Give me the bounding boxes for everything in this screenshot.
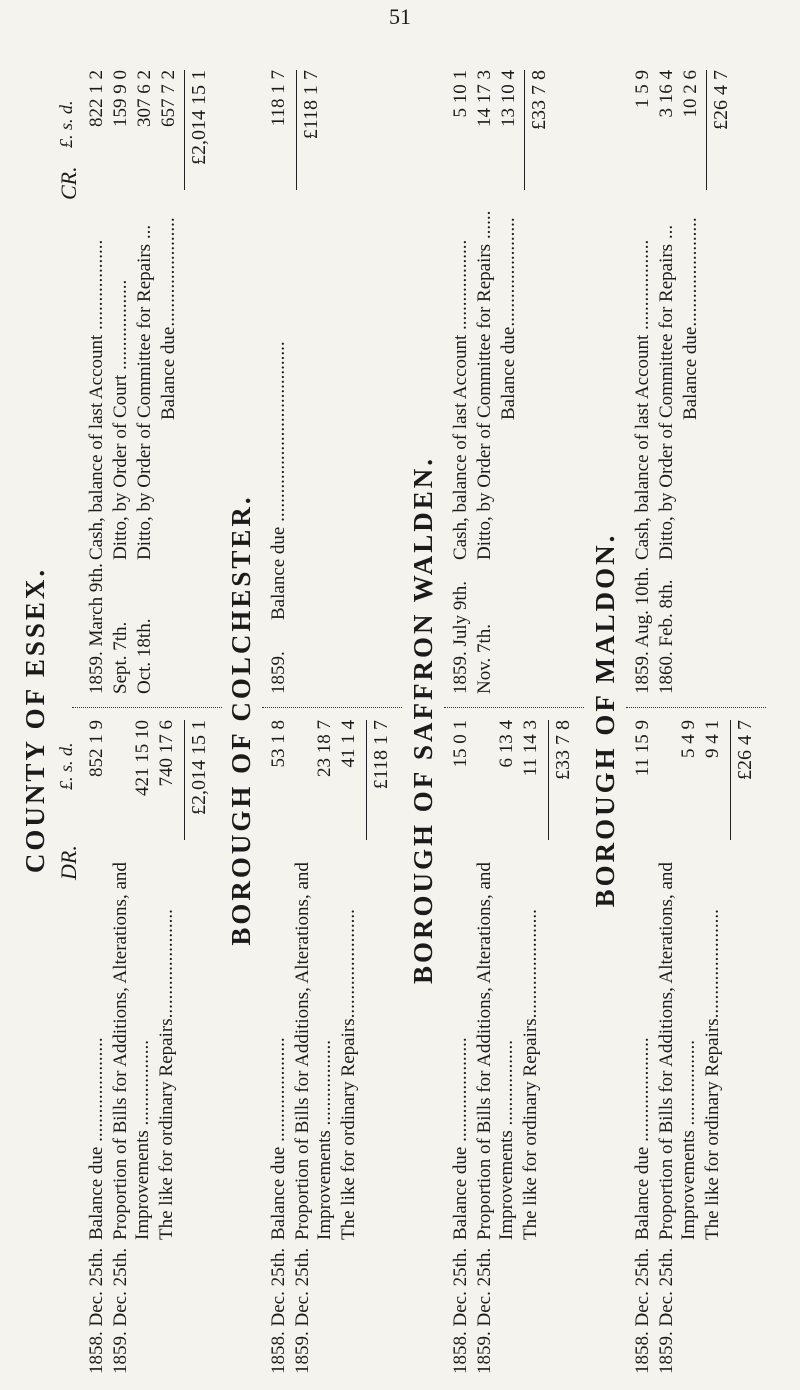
colchester-divider bbox=[262, 707, 402, 708]
saffron-walden-divider bbox=[444, 707, 584, 708]
colchester-cr-total: £118 1 7 bbox=[300, 70, 322, 140]
saffron-walden-dr-total-rule bbox=[548, 720, 549, 840]
saffron-walden-cr-total: £33 7 8 bbox=[528, 70, 550, 130]
saffron-walden-dr-text-1: Proportion of Bills for Additions, Alterations, and Improvements .................. bbox=[474, 862, 517, 1240]
county-cr-date-1: Sept. 7th. bbox=[110, 621, 131, 694]
saffron-walden-cr-date-1: Nov. 7th. bbox=[474, 623, 495, 694]
colchester-dr-amount-1: 23 18 7 bbox=[314, 720, 335, 777]
county-dr-amount-2: 740 17 6 bbox=[156, 720, 177, 787]
colchester-dr-total: £118 1 7 bbox=[370, 720, 392, 790]
maldon-cr-amount-0: 1 5 9 bbox=[632, 70, 653, 108]
dr-lsd-heading: £. s. d. bbox=[56, 742, 76, 790]
saffron-walden-dr-amount-0: 15 0 1 bbox=[450, 720, 471, 768]
county-dr-date-0: 1858. Dec. 25th. bbox=[86, 1247, 107, 1374]
colchester-dr-text-0: Balance due ...................... bbox=[268, 1037, 289, 1240]
maldon-dr-date-1: 1859. Dec. 25th. bbox=[656, 1247, 677, 1374]
county-dr-date-1: 1859. Dec. 25th. bbox=[110, 1247, 131, 1374]
saffron-walden-cr-date-0: 1859. July 9th. bbox=[450, 581, 471, 694]
maldon-cr-text-1: Ditto, by Order of Committee for Repairs ... bbox=[656, 224, 677, 560]
colchester-cr-total-rule bbox=[296, 70, 297, 190]
maldon-dr-amount-0: 11 15 9 bbox=[632, 720, 653, 777]
maldon-cr-date-0: 1859. Aug. 10th. bbox=[632, 566, 653, 694]
county-cr-amount-2: 307 6 2 bbox=[134, 70, 155, 127]
saffron-walden-title: BOROUGH OF SAFFRON WALDEN. bbox=[408, 455, 438, 985]
maldon-dr-text-1: Proportion of Bills for Additions, Alterations, and Improvements .................. bbox=[656, 862, 699, 1240]
saffron-walden-cr-amount-1: 14 17 3 bbox=[474, 70, 495, 127]
maldon-title: BOROUGH OF MALDON. bbox=[590, 532, 620, 908]
county-cr-date-0: 1859. March 9th. bbox=[86, 563, 107, 694]
maldon-dr-total: £26 4 7 bbox=[734, 720, 756, 780]
maldon-dr-amount-2: 9 4 1 bbox=[702, 720, 723, 758]
colchester-dr-text-1: Proportion of Bills for Additions, Alterations, and Improvements .................. bbox=[292, 862, 335, 1240]
saffron-walden-dr-total: £33 7 8 bbox=[552, 720, 574, 780]
saffron-walden-cr-total-rule bbox=[524, 70, 525, 190]
county-cr-date-2: Oct. 18th. bbox=[134, 618, 155, 694]
maldon-divider bbox=[626, 707, 766, 708]
maldon-dr-date-0: 1858. Dec. 25th. bbox=[632, 1247, 653, 1374]
maldon-cr-text-2: Balance due....................... bbox=[680, 217, 701, 420]
colchester-dr-amount-2: 41 1 4 bbox=[338, 720, 359, 768]
saffron-walden-cr-amount-0: 5 10 1 bbox=[450, 70, 471, 118]
county-dr-total-rule bbox=[184, 720, 185, 840]
cr-label: CR. bbox=[56, 166, 81, 200]
county-dr-text-1: Proportion of Bills for Additions, Alterations, and Improvements .................. bbox=[110, 862, 153, 1240]
saffron-walden-dr-amount-2: 11 14 3 bbox=[520, 720, 541, 777]
colchester-dr-text-2: The like for ordinary Repairs....................... bbox=[338, 909, 359, 1240]
saffron-walden-cr-text-1: Ditto, by Order of Committee for Repairs ...... bbox=[474, 210, 495, 560]
maldon-cr-amount-1: 3 16 4 bbox=[656, 70, 677, 118]
maldon-cr-text-0: Cash, balance of last Account ................... bbox=[632, 239, 653, 560]
county-cr-total: £2,014 15 1 bbox=[188, 70, 210, 165]
colchester-title: BOROUGH OF COLCHESTER. bbox=[226, 494, 256, 946]
saffron-walden-dr-amount-1: 6 13 4 bbox=[496, 720, 517, 768]
colchester-cr-date-0: 1859. bbox=[268, 651, 289, 694]
maldon-cr-total-rule bbox=[706, 70, 707, 190]
maldon-cr-total: £26 4 7 bbox=[710, 70, 732, 130]
county-cr-text-3: Balance due....................... bbox=[158, 217, 179, 420]
rotated-ledger bbox=[12, 60, 792, 1380]
county-dr-amount-0: 852 1 9 bbox=[86, 720, 107, 777]
maldon-cr-amount-2: 10 2 6 bbox=[680, 70, 701, 118]
saffron-walden-dr-date-0: 1858. Dec. 25th. bbox=[450, 1247, 471, 1374]
county-dr-text-0: Balance due ...................... bbox=[86, 1037, 107, 1240]
dr-label: DR. bbox=[56, 845, 81, 880]
county-divider bbox=[72, 707, 222, 708]
saffron-walden-cr-text-0: Cash, balance of last Account ................... bbox=[450, 239, 471, 560]
saffron-walden-cr-text-2: Balance due....................... bbox=[498, 217, 519, 420]
county-dr-total: £2,014 15 1 bbox=[188, 720, 210, 815]
county-cr-total-rule bbox=[184, 70, 185, 190]
cr-lsd-heading: £. s. d. bbox=[56, 100, 76, 148]
saffron-walden-dr-text-0: Balance due ...................... bbox=[450, 1037, 471, 1240]
county-dr-amount-1: 421 15 10 bbox=[132, 720, 153, 796]
colchester-cr-amount-0: 118 1 7 bbox=[268, 70, 289, 127]
county-cr-text-1: Ditto, by Order of Court ................... bbox=[110, 279, 131, 560]
saffron-walden-dr-date-1: 1859. Dec. 25th. bbox=[474, 1247, 495, 1374]
county-cr-amount-3: 657 7 2 bbox=[158, 70, 179, 127]
saffron-walden-dr-text-2: The like for ordinary Repairs....................... bbox=[520, 909, 541, 1240]
county-cr-text-0: Cash, balance of last Account ................... bbox=[86, 239, 107, 560]
maldon-cr-date-1: 1860. Feb. 8th. bbox=[656, 579, 677, 694]
maldon-dr-text-0: Balance due ...................... bbox=[632, 1037, 653, 1240]
saffron-walden-cr-amount-2: 13 10 4 bbox=[498, 70, 519, 127]
county-cr-text-2: Ditto, by Order of Committee for Repairs ... bbox=[134, 224, 155, 560]
colchester-dr-total-rule bbox=[366, 720, 367, 840]
colchester-cr-text-0: Balance due ...................................... bbox=[268, 341, 289, 620]
county-cr-amount-1: 159 9 0 bbox=[110, 70, 131, 127]
colchester-dr-amount-0: 53 1 8 bbox=[268, 720, 289, 768]
maldon-dr-amount-1: 5 4 9 bbox=[678, 720, 699, 758]
county-title: COUNTY OF ESSEX. bbox=[20, 566, 50, 874]
page-number: 51 bbox=[389, 4, 411, 29]
colchester-dr-date-1: 1859. Dec. 25th. bbox=[292, 1247, 313, 1374]
county-dr-text-2: The like for ordinary Repairs....................... bbox=[156, 909, 177, 1240]
colchester-dr-date-0: 1858. Dec. 25th. bbox=[268, 1247, 289, 1374]
county-cr-amount-0: 822 1 2 bbox=[86, 70, 107, 127]
maldon-dr-text-2: The like for ordinary Repairs....................... bbox=[702, 909, 723, 1240]
maldon-dr-total-rule bbox=[730, 720, 731, 840]
